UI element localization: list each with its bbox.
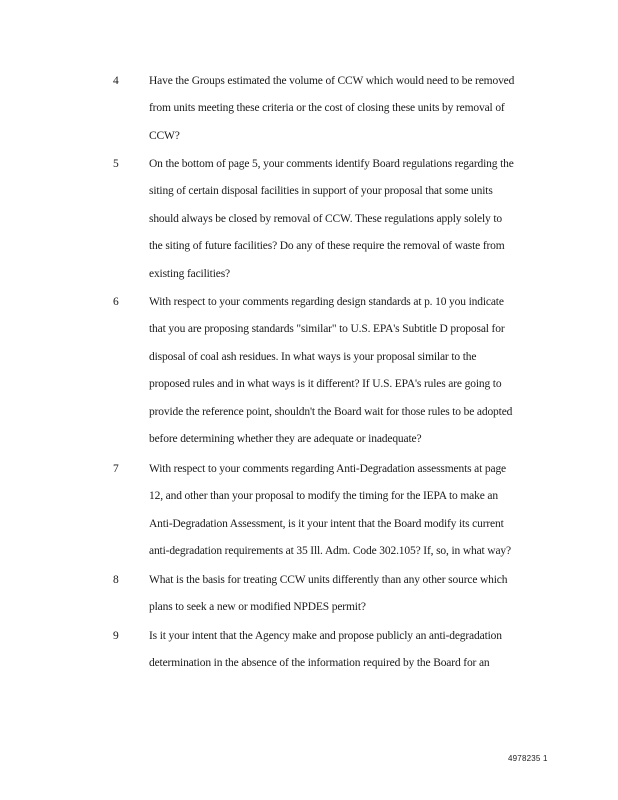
question-number: 7: [113, 463, 119, 475]
question-text-line: plans to seek a new or modified NPDES permit?: [149, 601, 366, 613]
question-text-line: Is it your intent that the Agency make and propose publicly an anti-degradation: [149, 630, 502, 642]
question-text-line: proposed rules and in what ways is it different? If U.S. EPA's rules are going to: [149, 378, 502, 390]
question-text-line: Have the Groups estimated the volume of CCW which would need to be removed: [149, 75, 515, 87]
question-number: 4: [113, 75, 119, 87]
question-number: 8: [113, 574, 119, 586]
question-text-line: that you are proposing standards "similar" to U.S. EPA's Subtitle D proposal for: [149, 323, 505, 335]
question-text-line: anti-degradation requirements at 35 Ill. Adm. Code 302.105? If, so, in what way?: [149, 545, 511, 557]
question-text-line: provide the reference point, shouldn't the Board wait for those rules to be adopted: [149, 406, 513, 418]
question-text-line: existing facilities?: [149, 268, 230, 280]
question-text-line: With respect to your comments regarding design standards at p. 10 you indicate: [149, 296, 504, 308]
question-text-line: from units meeting these criteria or the cost of closing these units by removal of: [149, 102, 505, 114]
question-text-line: Anti-Degradation Assessment, is it your intent that the Board modify its current: [149, 518, 504, 530]
document-id-footer: 4978235 1: [508, 754, 548, 763]
question-text-line: before determining whether they are adequate or inadequate?: [149, 433, 422, 445]
question-text-line: 12, and other than your proposal to modify the timing for the IEPA to make an: [149, 490, 498, 502]
question-text-line: With respect to your comments regarding Anti-Degradation assessments at page: [149, 463, 506, 475]
question-text-line: What is the basis for treating CCW units differently than any other source which: [149, 574, 508, 586]
question-text-line: should always be closed by removal of CCW. These regulations apply solely to: [149, 213, 503, 225]
question-text-line: the siting of future facilities? Do any of these require the removal of waste from: [149, 240, 505, 252]
question-text-line: disposal of coal ash residues. In what ways is your proposal similar to the: [149, 351, 477, 363]
question-text-line: On the bottom of page 5, your comments identify Board regulations regarding the: [149, 158, 514, 170]
question-text-line: determination in the absence of the information required by the Board for an: [149, 657, 490, 669]
question-text-line: CCW?: [149, 130, 180, 142]
question-number: 9: [113, 630, 119, 642]
question-text-line: siting of certain disposal facilities in support of your proposal that some units: [149, 185, 493, 197]
question-number: 5: [113, 158, 119, 170]
question-number: 6: [113, 296, 119, 308]
